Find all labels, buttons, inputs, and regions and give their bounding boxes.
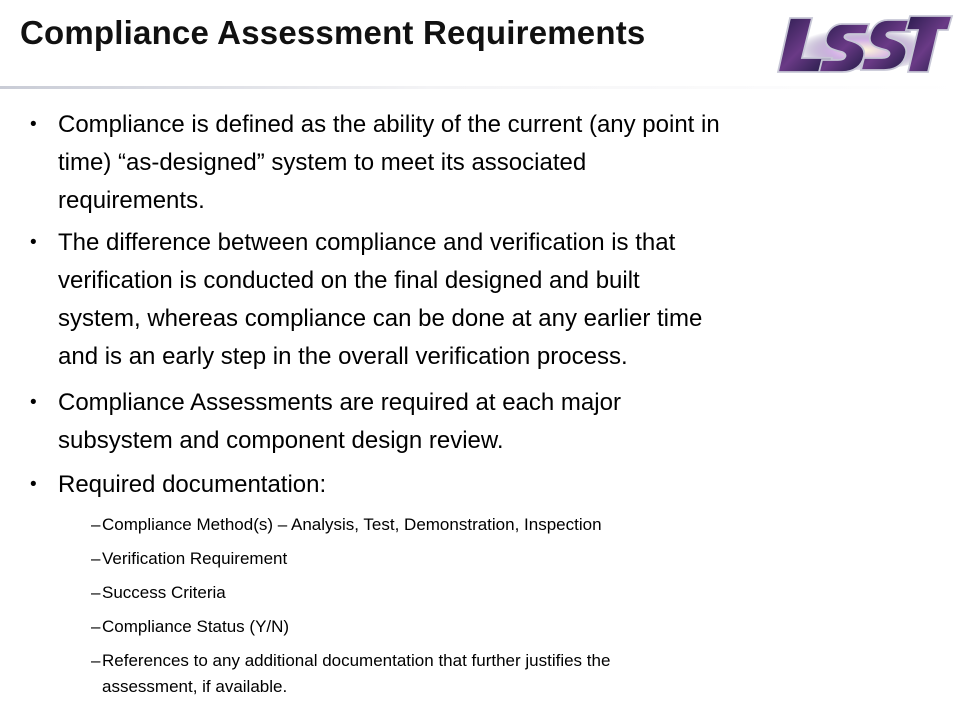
sub-item-dash: – <box>91 651 101 670</box>
sub-item-text: Success Criteria <box>102 583 226 602</box>
bullet-text-line: subsystem and component design review. <box>58 427 504 454</box>
bullet-symbol: • <box>30 392 37 413</box>
slide-title: Compliance Assessment Requirements <box>20 14 646 51</box>
sub-item-text: Compliance Method(s) – Analysis, Test, Demonstration, Inspection <box>102 515 602 534</box>
bullet-text-line: Required documentation: <box>58 471 327 498</box>
sub-item-dash: – <box>91 583 101 602</box>
sub-item-text: References to any additional documentation that further justifies the <box>102 651 611 670</box>
bullet-text-line: verification is conducted on the final designed and built <box>58 267 640 294</box>
sub-item-text: Compliance Status (Y/N) <box>102 617 290 636</box>
sub-item-dash: – <box>91 617 101 636</box>
bullet-text-line: requirements. <box>58 187 205 214</box>
bullet-symbol: • <box>30 232 37 253</box>
bullet-text-line: Compliance Assessments are required at each major <box>58 389 621 416</box>
sub-item-text: Verification Requirement <box>102 549 288 568</box>
sub-item-dash: – <box>91 549 101 568</box>
sub-item-text: assessment, if available. <box>102 677 288 696</box>
bullet-symbol: • <box>30 474 37 495</box>
bullet-symbol: • <box>30 114 37 135</box>
bullet-text-line: time) “as-designed” system to meet its associated <box>58 149 587 176</box>
bullet-text-line: and is an early step in the overall verification process. <box>58 343 628 370</box>
bullet-text-line: The difference between compliance and verification is that <box>58 229 676 256</box>
bullet-text-line: system, whereas compliance can be done at any earlier time <box>58 305 703 332</box>
sub-item-dash: – <box>91 515 101 534</box>
bullet-text-line: Compliance is defined as the ability of the current (any point in <box>58 111 720 138</box>
